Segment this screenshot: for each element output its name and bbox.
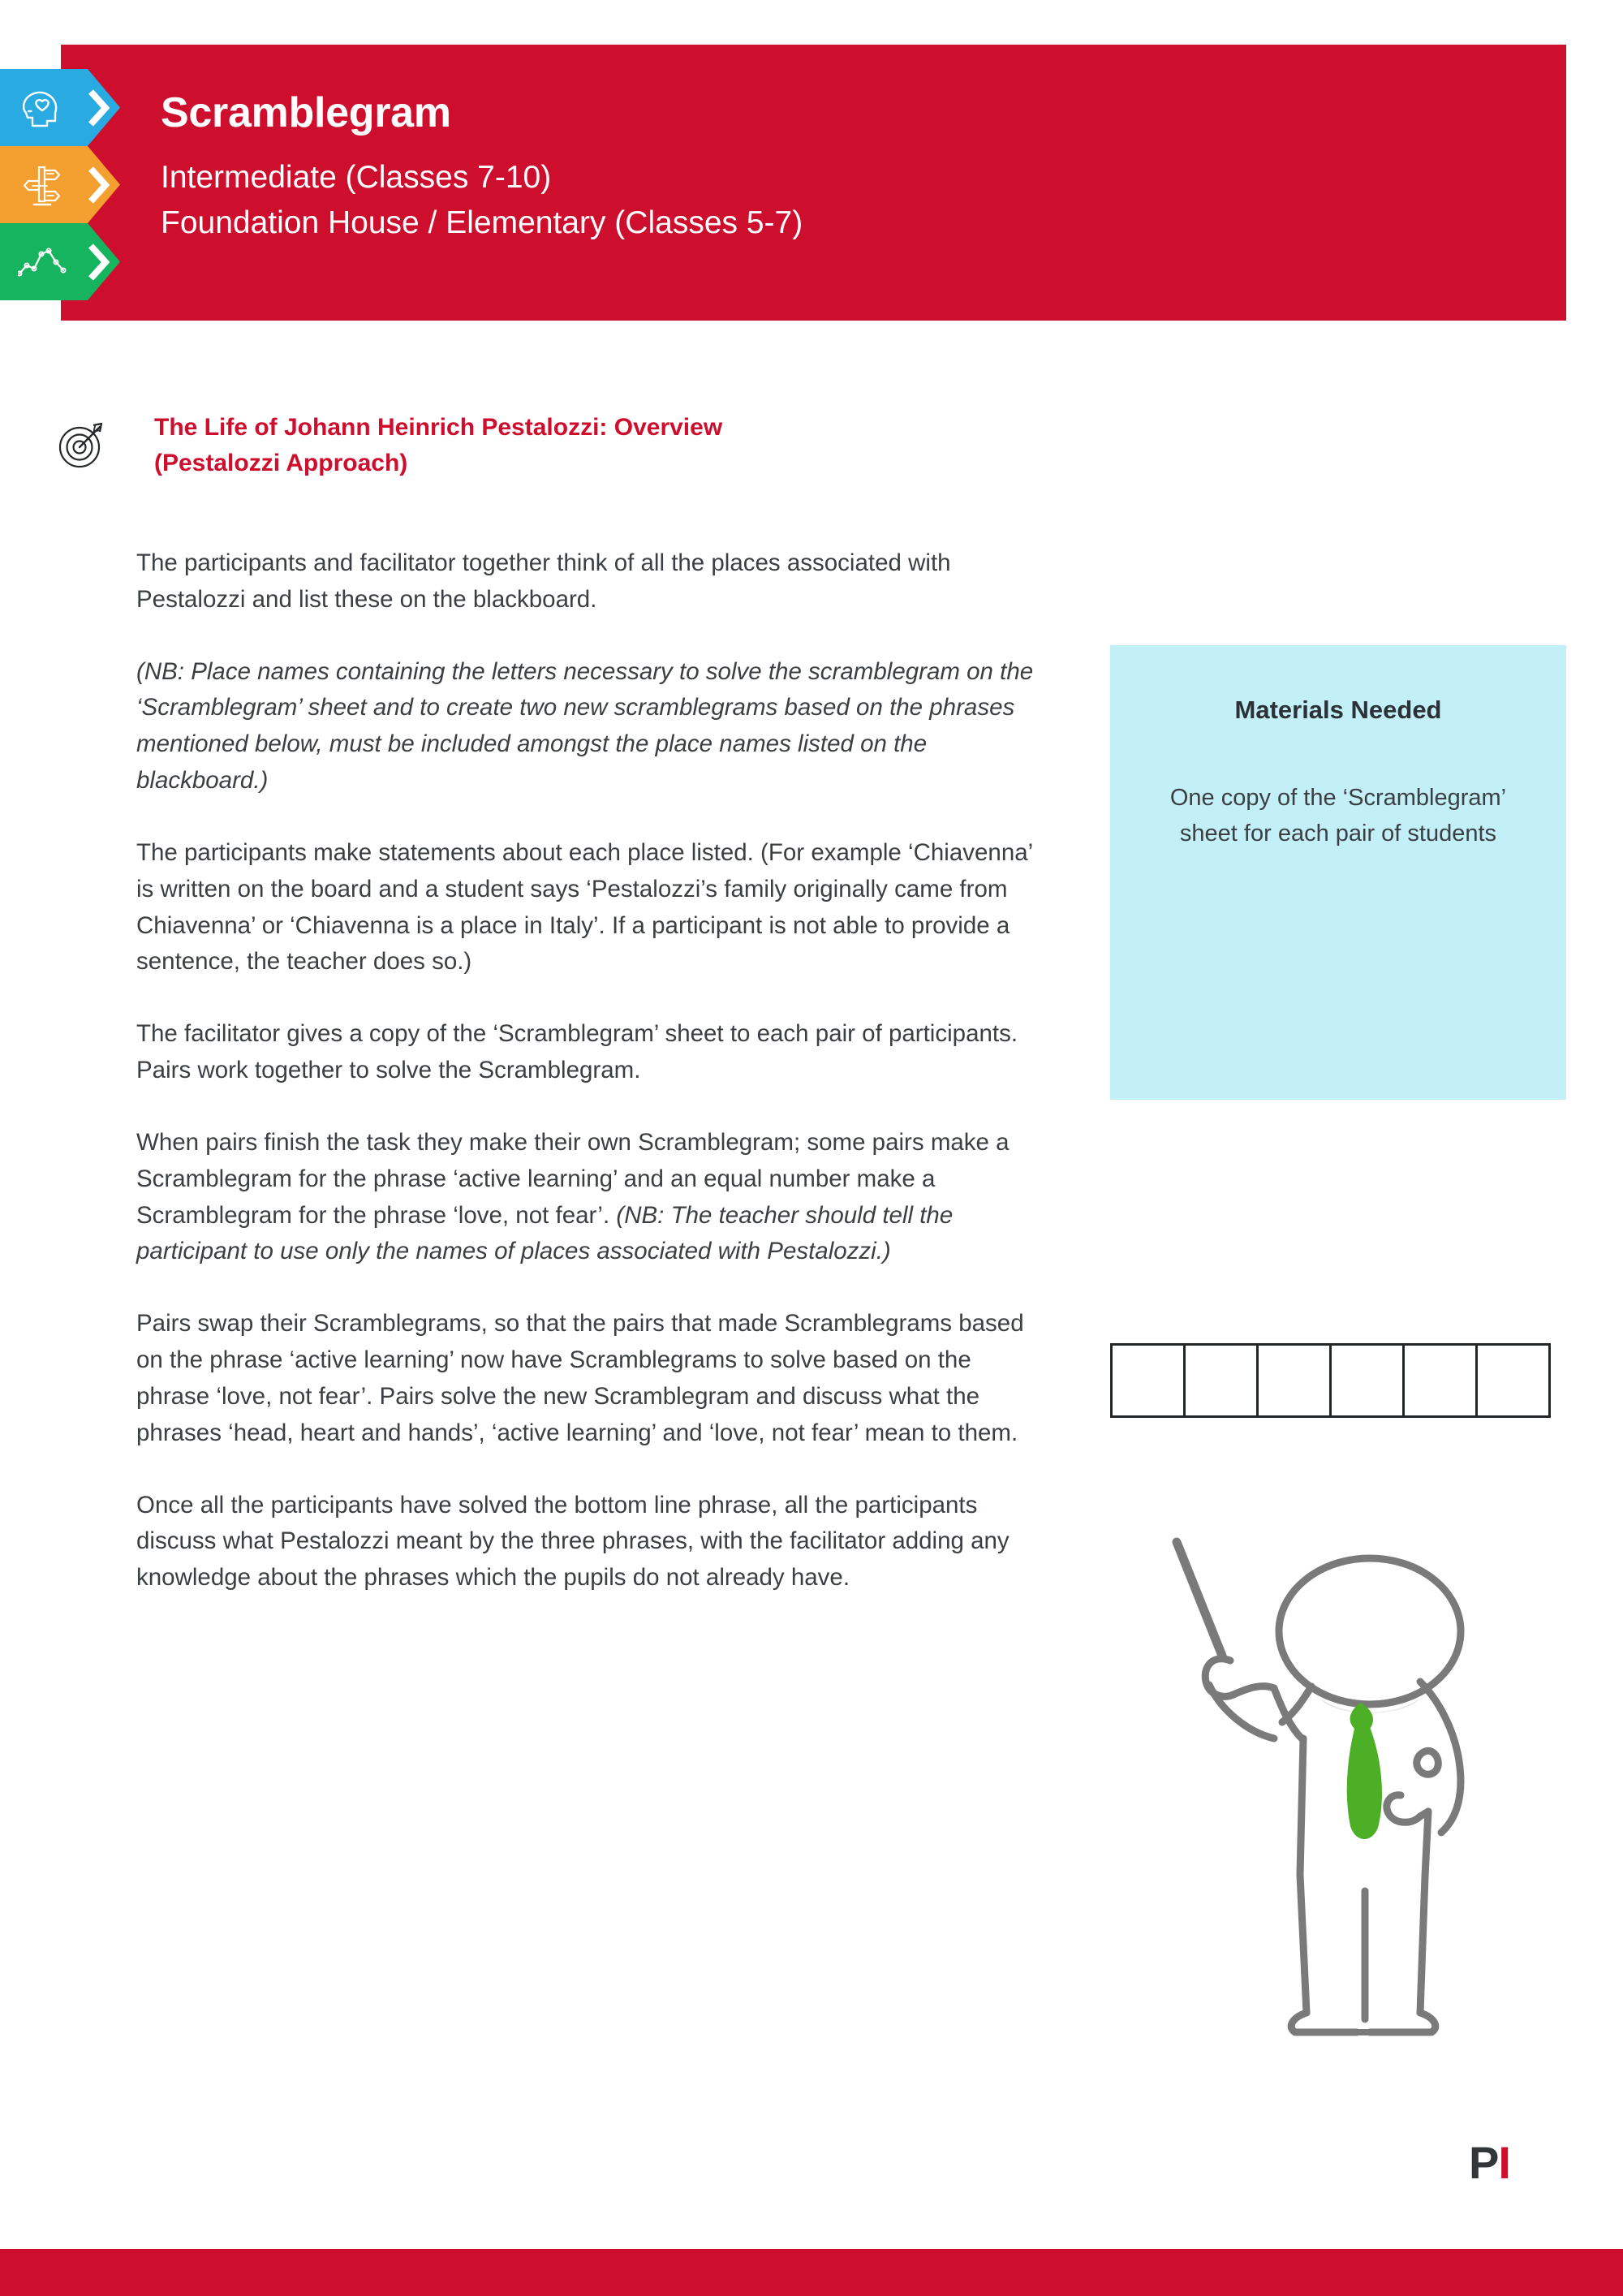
logo-letter-i: I xyxy=(1498,2137,1510,2188)
body-paragraph xyxy=(136,1125,1049,1270)
italic-run: (NB: The teacher should tell the participant to use only the names of places associated with Pestalozzi.) xyxy=(136,1201,954,1265)
body-content-column xyxy=(136,545,1049,1632)
letter-cell[interactable] xyxy=(1475,1343,1551,1418)
chevron-banner-line-chart xyxy=(0,223,120,300)
line-chart-icon xyxy=(18,238,67,286)
materials-needed-box xyxy=(1110,645,1566,1100)
page-title: Scramblegram xyxy=(161,89,451,136)
chevron-right-icon xyxy=(88,89,110,127)
materials-needed-text: One copy of the ‘Scramblegram’ sheet for each pair of students xyxy=(1169,785,1507,847)
letter-cell[interactable] xyxy=(1402,1343,1478,1418)
head-heart-icon xyxy=(18,84,67,132)
chevron-right-icon xyxy=(88,243,110,281)
chevron-banner-head-heart xyxy=(0,69,120,146)
body-paragraph xyxy=(136,654,1049,799)
body-paragraph xyxy=(136,1488,1049,1596)
body-paragraph xyxy=(136,1016,1049,1089)
target-arrow-icon xyxy=(57,420,107,470)
letter-cell[interactable] xyxy=(1329,1343,1405,1418)
signpost-icon xyxy=(18,161,67,209)
italic-run: (NB: Place names containing the letters necessary to solve the scramblegram on the ‘Scramblegram’ sheet and to create two new scramblegrams based on the phrases mentioned below, must be included amongst the place names listed on the blackboard.) xyxy=(136,657,1034,795)
text-run: The participants make statements about each place listed. (For example ‘Chiavenna’ is written on the board and a student says ‘Pestalozzi’s family originally came from Chiavenna’ or ‘Chiavenna is a place in Italy’. If a participant is not able to provide a sentence, the teacher does so.) xyxy=(136,838,1033,976)
text-run: The participants and facilitator together think of all the places associated with Pestalozzi and list these on the blackboard. xyxy=(136,549,951,613)
chevron-stack xyxy=(0,69,120,300)
footer-bar xyxy=(0,2249,1623,2296)
brand-logo xyxy=(1469,2137,1566,2188)
text-run: Once all the participants have solved the bottom line phrase, all the participants discuss what Pestalozzi meant by the three phrases, with the facilitator adding any knowledge about the phrases which the pupils do not already have. xyxy=(136,1491,1010,1592)
teacher-with-pointer-illustration xyxy=(1152,1526,1477,2086)
body-paragraph xyxy=(136,545,1049,618)
letter-cell[interactable] xyxy=(1110,1343,1186,1418)
header-subtitle-intermediate: Intermediate (Classes 7-10) xyxy=(161,160,552,195)
text-run: Pairs swap their Scramblegrams, so that the pairs that made Scramblegrams based on the phrase ‘active learning’ now have Scramblegrams to solve based on the phrase ‘love, not fear’. Pairs solve the new Scramblegram and discuss what the phrases ‘head, heart and hands’, ‘active learning’ and ‘love, not fear’ mean to them. xyxy=(136,1310,1024,1446)
body-paragraph xyxy=(136,1306,1049,1451)
letter-cell[interactable] xyxy=(1183,1343,1259,1418)
letter-cell[interactable] xyxy=(1256,1343,1332,1418)
body-paragraph xyxy=(136,835,1049,980)
chevron-banner-signpost xyxy=(0,146,120,223)
logo-letter-p: P xyxy=(1469,2137,1499,2188)
section-title xyxy=(154,410,966,480)
text-run: When pairs finish the task they make their own Scramblegram; some pairs make a Scramblegram for the phrase ‘active learning’ and an equal number make a Scramblegram for the phrase ‘love, not fear’. xyxy=(136,1128,1010,1229)
text-run: The facilitator gives a copy of the ‘Scramblegram’ sheet to each pair of participants. Pairs work together to solve the Scramblegram. xyxy=(136,1020,1018,1084)
section-title-line-1: The Life of Johann Heinrich Pestalozzi: Overview xyxy=(154,414,723,441)
section-title-line-2: (Pestalozzi Approach) xyxy=(154,449,408,476)
header-subtitle-foundation: Foundation House / Elementary (Classes 5-7) xyxy=(161,205,803,240)
letter-grid xyxy=(1110,1343,1548,1418)
chevron-right-icon xyxy=(88,166,110,204)
materials-needed-title: Materials Needed xyxy=(1234,696,1442,724)
